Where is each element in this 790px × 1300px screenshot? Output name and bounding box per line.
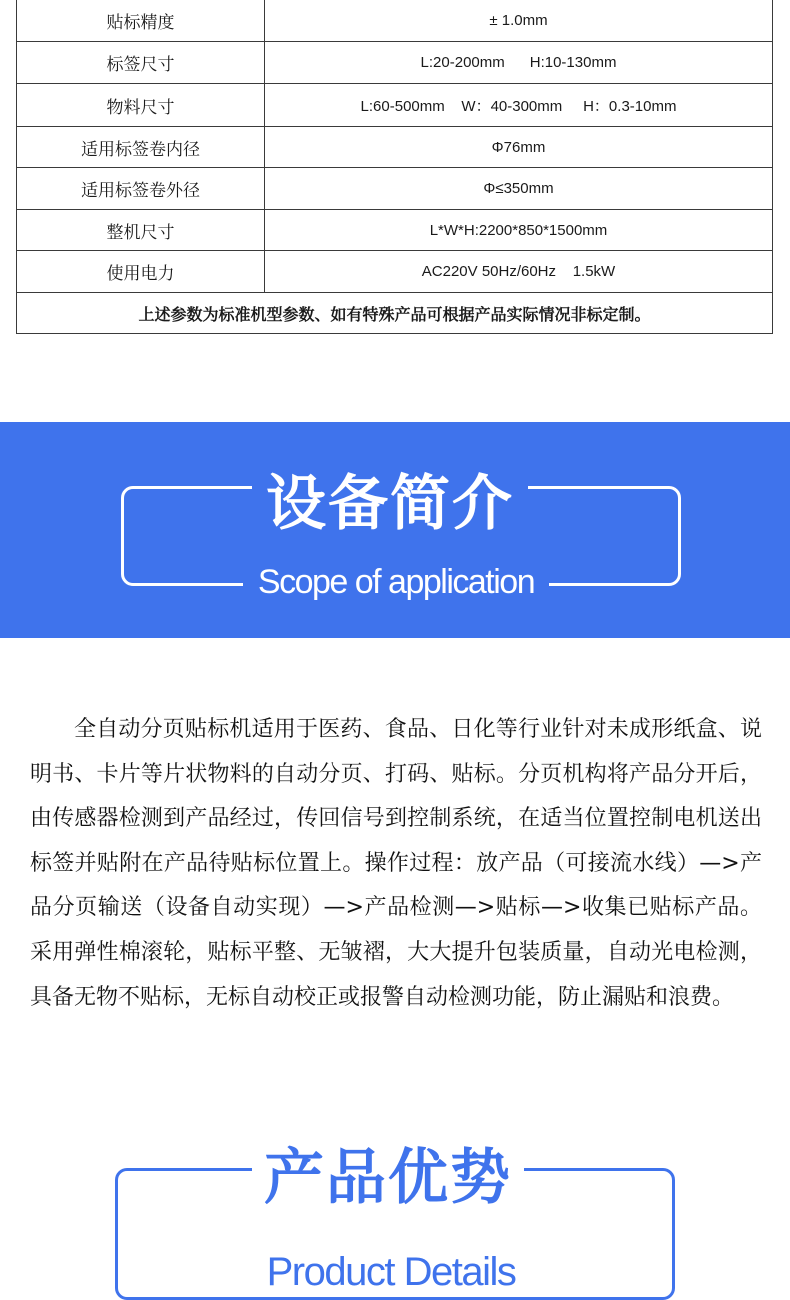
table-row <box>17 168 773 210</box>
intro-paragraph: 全自动分页贴标机适用于医药、食品、日化等行业针对未成形纸盒、说明书、卡片等片状物料的自动分页、打码、贴标。分页机构将产品分开后，由传感器检测到产品经过，传回信号到控制系统，在适当位置控制电机送出标签并贴附在产品待贴标位置上。操作过程：放产品（可接流水线）—>产品分页输送（设备自动实现）—>产品检测—>贴标—>收集已贴标产品。采用弹性棉滚轮，贴标平整、无皱褶，大大提升包装质量，自动光电检测，具备无物不贴标，无标自动校正或报警自动检测功能，防止漏贴和浪费。 <box>30 717 762 1010</box>
spec-label: 贴标精度 <box>17 0 265 42</box>
banner-title: 设备简介 <box>266 469 514 539</box>
spec-note: 上述参数为标准机型参数、如有特殊产品可根据产品实际情况非标定制。 <box>17 293 773 334</box>
spec-label: 整机尺寸 <box>17 210 265 251</box>
spec-label: 适用标签卷外径 <box>17 168 265 210</box>
advantages-heading <box>0 1130 790 1294</box>
intro-banner <box>0 422 790 638</box>
table-row <box>17 127 773 168</box>
table-row <box>17 42 773 84</box>
spec-label: 适用标签卷内径 <box>17 127 265 168</box>
spec-value: ± 1.0mm <box>265 0 773 42</box>
spec-value: AC220V 50Hz/60Hz 1.5kW <box>265 251 773 293</box>
spec-value: Φ≤350mm <box>265 168 773 210</box>
spec-label: 标签尺寸 <box>17 42 265 84</box>
spec-value: Φ76mm <box>265 127 773 168</box>
spec-value: L:20-200mm H:10-130mm <box>265 42 773 84</box>
banner-subtitle: Scope of application <box>257 563 535 601</box>
spec-value: L:60-500mm W：40-300mm H：0.3-10mm <box>265 84 773 127</box>
spec-value: L*W*H:2200*850*1500mm <box>265 210 773 251</box>
table-note-row <box>17 293 773 334</box>
spec-label: 物料尺寸 <box>17 84 265 127</box>
spec-table <box>16 0 773 334</box>
table-row <box>17 84 773 127</box>
advantages-subtitle: Product Details <box>266 1250 516 1294</box>
table-row <box>17 210 773 251</box>
spec-label: 使用电力 <box>17 251 265 293</box>
table-row <box>17 251 773 293</box>
table-row <box>17 0 773 42</box>
advantages-title: 产品优势 <box>264 1143 512 1213</box>
